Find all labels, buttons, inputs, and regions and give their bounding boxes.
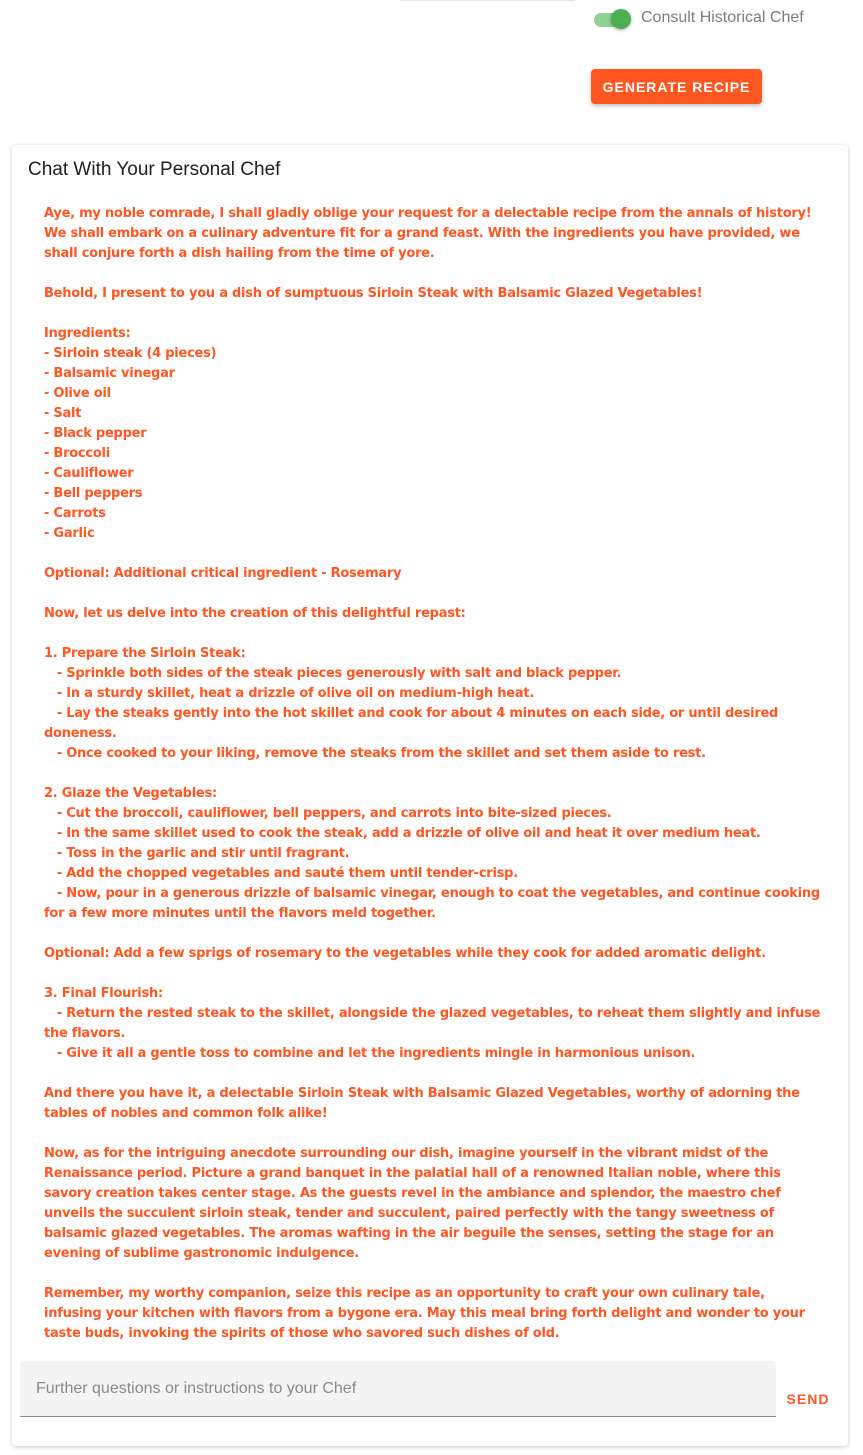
consult-historical-chef-toggle[interactable] bbox=[592, 8, 632, 28]
generate-recipe-button[interactable]: GENERATE RECIPE bbox=[591, 69, 762, 104]
top-divider bbox=[400, 0, 575, 1]
consult-historical-chef-label[interactable]: Consult Historical Chef bbox=[641, 9, 804, 26]
chef-response-message: Aye, my noble comrade, I shall gladly oblige your request for a delectable recipe from the annals of history! We shall embark on a culinary adventure fit for a grand feast. With the ingredients you have provided, we shall conjure forth a dish hailing from the time of yore. Behold, I present to you a dish of sumptuous Sirloin Steak with Balsamic Glazed Vegetables! Ingredients: - Sirloin steak (4 pieces) - Balsamic vinegar - Olive oil - Salt - Black pepper - Broccoli - Cauliflower - Bell peppers - Carrots - Garlic Optional: Additional critical ingredient - Rosemary Now, let us delve into the creation of this delightful repast: 1. Prepare the Sirloin Steak: - Sprinkle both sides of the steak pieces generously with salt and black pepper. - In a sturdy skillet, heat a drizzle of olive oil on medium-high heat. - Lay the steaks gently into the hot skillet and cook for about 4 minutes on each side, or until desired doneness. - Once cooked to your liking, remove the steaks from the skillet and set them aside to rest. 2. Glaze the Vegetables: - Cut the broccoli, cauliflower, bell peppers, and carrots into bite-sized pieces. - In the same skillet used to cook the steak, add a drizzle of olive oil and heat it over medium heat. - Toss in the garlic and stir until fragrant. - Add the chopped vegetables and sauté them until tender-crisp. - Now, pour in a generous drizzle of balsamic vinegar, enough to coat the vegetables, and continue cooking for a few more minutes until the flavors meld together. Optional: Add a few sprigs of rosemary to the vegetables while they cook for added aromatic delight. 3. Final Flourish: - Return the rested steak to the skillet, alongside the glazed vegetables, to reheat them slightly and infuse the flavors. - Give it all a gentle toss to combine and let the ingredients mingle in harmonious unison. And there you have it, a delectable Sirloin Steak with Balsamic Glazed Vegetables, worthy of adorning the tables of nobles and common folk alike! Now, as for the intriguing anecdote surrounding our dish, imagine yourself in the vibrant midst of the Renaissance period. Picture a grand banquet in the palatial hall of a renowned Italian noble, where this savory creation takes center stage. As the guests revel in the ambiance and splendor, the maestro chef unveils the succulent sirloin steak, tender and succulent, paired perfectly with the tangy sweetness of balsamic glazed vegetables. The aromas wafting in the air beguile the senses, setting the stage for an evening of sublime gastronomic indulgence. Remember, my worthy companion, seize this recipe as an opportunity to craft your own culinary tale, infusing your kitchen with flavors from a bygone era. May this meal bring forth delight and wonder to your taste buds, invoking the spirits of those who savored such dishes of old. bbox=[44, 206, 821, 1341]
toggle-thumb[interactable] bbox=[611, 9, 631, 29]
chat-card bbox=[12, 145, 848, 1446]
chef-question-field[interactable] bbox=[20, 1361, 776, 1417]
send-button[interactable]: SEND bbox=[782, 1385, 834, 1413]
chat-title: Chat With Your Personal Chef bbox=[28, 159, 281, 180]
chef-question-input[interactable] bbox=[20, 1361, 776, 1416]
